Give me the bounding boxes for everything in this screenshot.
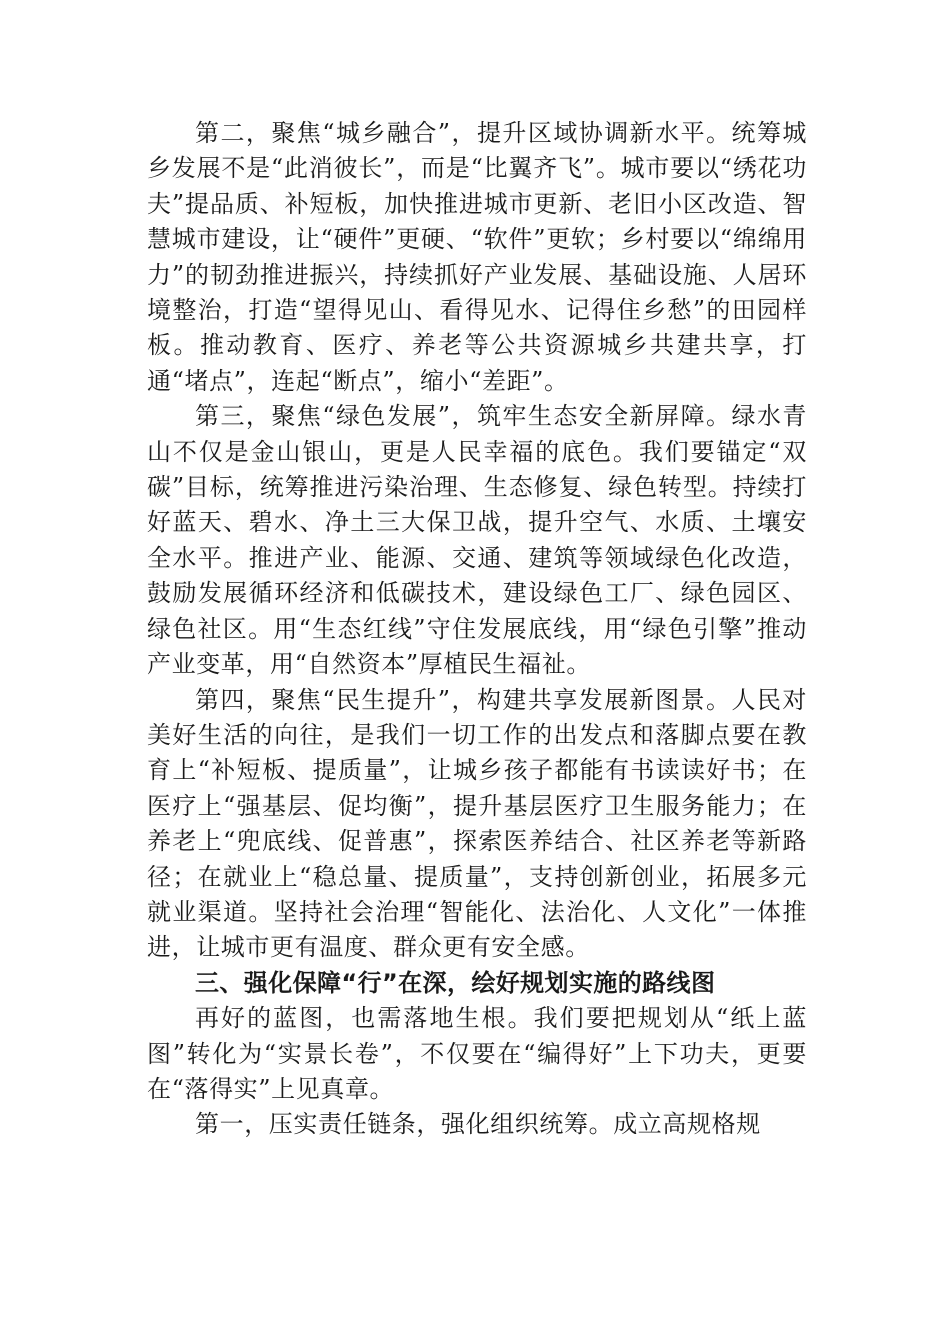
section-heading: 三、强化保障“行”在深，绘好规划实施的路线图: [195, 968, 716, 997]
paragraph-first-point: 第一，压实责任链条，强化组织统筹。成立高规格规: [195, 1110, 761, 1139]
paragraph-fourth-point: 第四，聚焦“民生提升”，构建共享发展新图景。人民对美好生活的向往，是我们一切工作的出发点和落脚点要在教育上“补短板、提质量”，让城乡孩子都能有书读读好书；在医疗上“强基层、促均衡”，提升基层医疗卫生服务能力；在养老上“兜底线、促普惠”，探索医养结合、社区养老等新路径；在就业上“稳总量、提质量”，支持创新创业，拓展多元就业渠道。坚持社会治理“智能化、法治化、人文化”一体推进，让城市更有温度、群众更有安全感。: [147, 685, 807, 962]
paragraph-third-point: 第三，聚焦“绿色发展”，筑牢生态安全新屏障。绿水青山不仅是金山银山，更是人民幸福的底色。我们要锚定“双碳”目标，统筹推进污染治理、生态修复、绿色转型。持续打好蓝天、碧水、净土三大保卫战，提升空气、水质、土壤安全水平。推进产业、能源、交通、建筑等领域绿色化改造，鼓励发展循环经济和低碳技术，建设绿色工厂、绿色园区、绿色社区。用“生态红线”守住发展底线，用“绿色引擎”推动产业变革，用“自然资本”厚植民生福祉。: [147, 402, 807, 679]
document-body: [147, 116, 807, 1143]
paragraph-section-intro: 再好的蓝图，也需落地生根。我们要把规划从“纸上蓝图”转化为“实景长卷”，不仅要在“编得好”上下功夫，更要在“落得实”上见真章。: [147, 1004, 807, 1103]
paragraph-second-point: 第二，聚焦“城乡融合”，提升区域协调新水平。统筹城乡发展不是“此消彼长”，而是“比翼齐飞”。城市要以“绣花功夫”提品质、补短板，加快推进城市更新、老旧小区改造、智慧城市建设，让“硬件”更硬、“软件”更软；乡村要以“绵绵用力”的韧劲推进振兴，持续抓好产业发展、基础设施、人居环境整治，打造“望得见山、看得见水、记得住乡愁”的田园样板。推动教育、医疗、养老等公共资源城乡共建共享，打通“堵点”，连起“断点”，缩小“差距”。: [147, 119, 807, 395]
